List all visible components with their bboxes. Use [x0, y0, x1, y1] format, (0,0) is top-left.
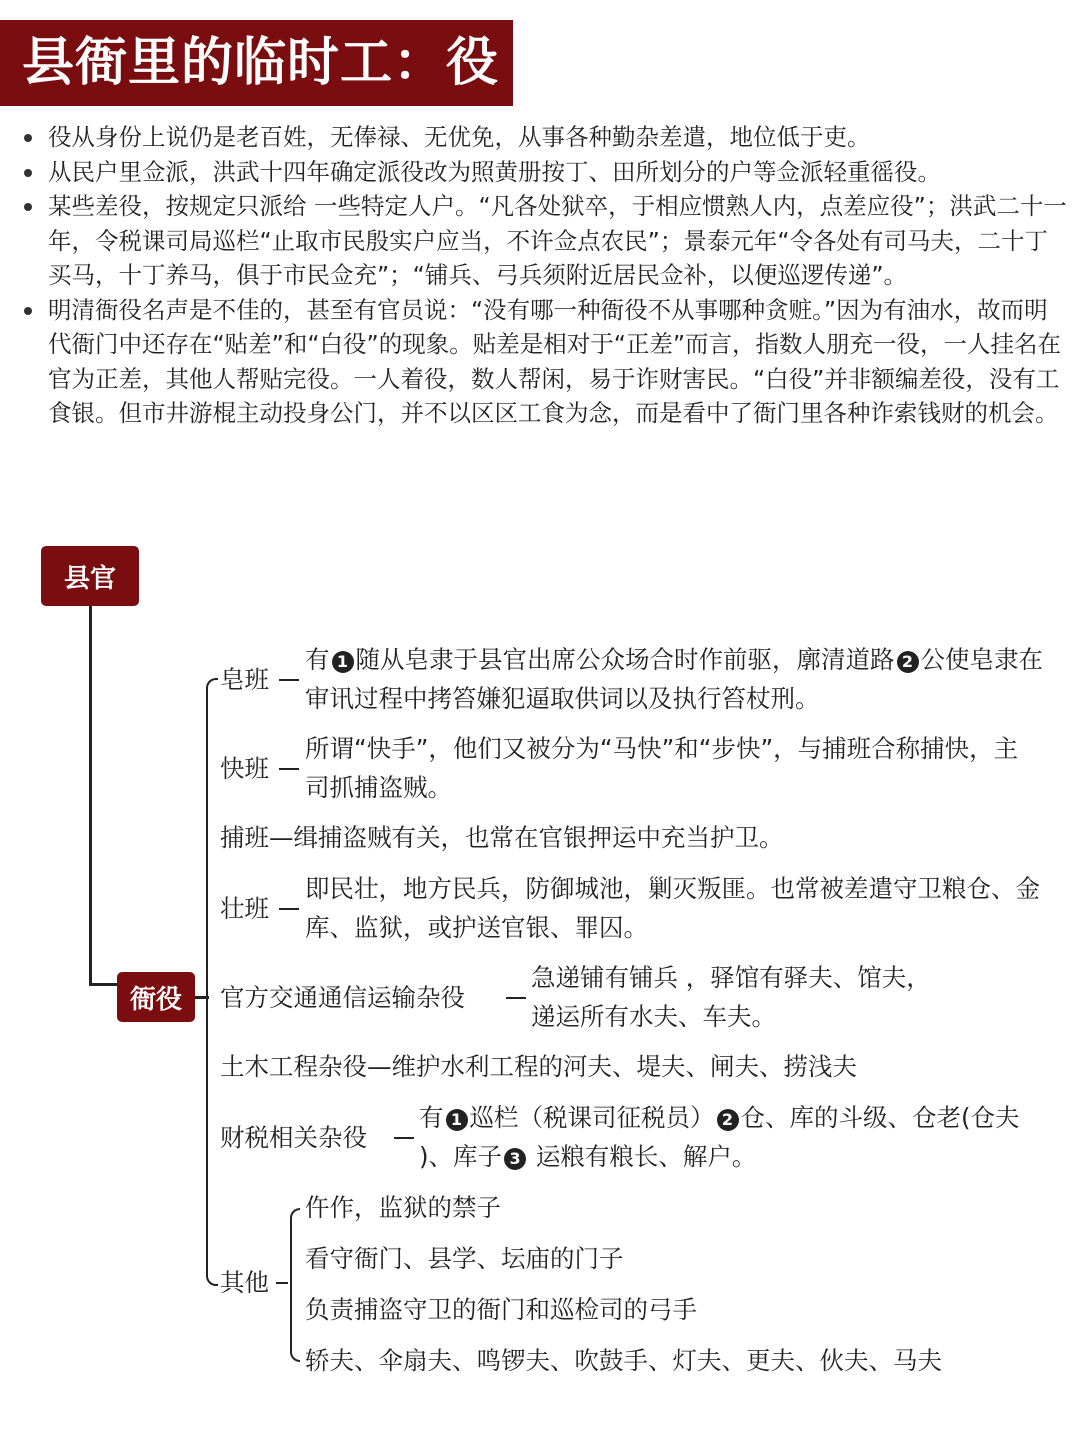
number-3-icon: 3	[504, 1148, 526, 1170]
branch-connector	[279, 768, 299, 770]
branch-label-qita: 其他	[220, 1268, 269, 1297]
root-connector-line	[89, 606, 92, 986]
sub-item: 负责捕盗守卫的衙门和巡检司的弓手	[305, 1295, 697, 1324]
branch-desc-text: 维护水利工程的河夫、堤夫、闸夫、捞浅夫	[391, 1052, 857, 1081]
branch-connector	[394, 1137, 414, 1139]
main-bracket	[206, 678, 218, 1286]
branch-desc-text: 缉捕盗贼有关，也常在官银押运中充当护卫。	[293, 823, 784, 852]
branch-desc-text: 运粮有粮长、解户。	[528, 1142, 757, 1171]
root-node: 县官	[41, 546, 139, 606]
branch-desc-text: 巡栏（税课司征税员）	[469, 1103, 715, 1132]
branch-desc-text: 随从皂隶于县官出席公众场合时作前驱，廓清道路	[355, 645, 895, 674]
branch-desc-text: 有	[419, 1103, 444, 1132]
branch-desc-text: 仓、库的斗级、仓老(仓夫 )、库子	[419, 1103, 1020, 1171]
branch-desc-zao	[305, 640, 1045, 718]
branch-connector	[506, 997, 526, 999]
branch-desc-caishui	[419, 1098, 1049, 1176]
branch-desc-text: 有	[305, 645, 330, 674]
branch-desc-kuai: 所谓“快手”，他们又被分为“马快”和“步快”，与捕班合称捕快，主司抓捕盗贼。	[305, 734, 1019, 802]
branch-connector	[279, 679, 299, 681]
number-1-icon: 1	[446, 1109, 468, 1131]
bullet-text: 役从身份上说仍是老百姓，无俸禄、无优免，从事各种勤杂差遣，地位低于吏。	[48, 123, 871, 151]
bullet-text: 从民户里佥派，洪武十四年确定派役改为照黄册按丁、田所划分的户等佥派轻重徭役。	[48, 157, 941, 186]
branch-desc-zhuang: 即民壮，地方民兵，防御城池，剿灭叛匪。也常被差遣守卫粮仓、金库、监狱，或护送官银、罪囚。	[305, 874, 1040, 942]
root-connector-line	[89, 983, 119, 986]
sub-item: 轿夫、伞扇夫、鸣锣夫、吹鼓手、灯夫、更夫、伙夫、马夫	[305, 1346, 942, 1375]
bullet-text: 明清衙役名声是不佳的，甚至有官员说：“没有哪一种衙役不从事哪种贪赃。”因为有油水，故而明代衙门中还存在“贴差”和“白役”的现象。贴差是相对于“正差”而言，指数人朋充一役，一人挂名在官为正差，其他人帮贴完役。一人着役，数人帮闲，易于诈财害民。“白役”并非额编差役，没有工食银。但市井游棍主动投身公门，并不以区区工食为念，而是看中了衙门里各种诈索钱财的机会。	[48, 295, 1062, 427]
branch-desc-jiaotong-line1: 急递铺有铺兵 ，驿馆有驿夫、馆夫，	[531, 963, 931, 992]
branch-label-text: 捕班	[220, 823, 269, 852]
branch-desc-jiaotong-line2: 递运所有水夫、车夫。	[531, 1002, 776, 1031]
sub-bracket	[290, 1208, 300, 1362]
sub-item: 仵作，监狱的禁子	[305, 1193, 501, 1222]
sub-item: 看守衙门、县学、坛庙的门子	[305, 1244, 624, 1273]
branch-label-text: 土木工程杂役	[220, 1052, 367, 1081]
branch-connector	[279, 908, 299, 910]
branch-label-bu: 捕班—缉捕盗贼有关，也常在官银押运中充当护卫。	[220, 823, 784, 852]
branch-label-kuai: 快班	[220, 754, 269, 783]
page-title: 县衙里的临时工：役	[0, 20, 513, 106]
branch-label-tumu: 土木工程杂役—维护水利工程的河夫、堤夫、闸夫、捞浅夫	[220, 1052, 857, 1081]
number-1-icon: 1	[332, 651, 354, 673]
number-2-icon: 2	[897, 651, 919, 673]
bullet-text: 某些差役，按规定只派给 一些特定人户。“凡各处狱卒，于相应惯熟人内，点差应役”；洪武二十一年，令税课司局巡栏“止取市民殷实户应当，不许佥点农民”；景泰元年“令各处有司马夫，二十丁买马，十丁养马，俱于市民佥充”；“铺兵、弓兵须附近居民佥补，以便巡逻传递”。	[48, 192, 1067, 289]
number-2-icon: 2	[717, 1109, 739, 1131]
branch-label-zao: 皂班	[220, 665, 269, 694]
branch-label-zhuang: 壮班	[220, 894, 269, 923]
child-node: 衙役	[117, 972, 195, 1022]
branch-desc-text: 公使皂隶在审讯过程中拷笞嫌犯逼取供词以及执行笞杖刑。	[305, 645, 1043, 713]
branch-connector	[276, 1282, 288, 1284]
branch-label-jiaotong: 官方交通通信运输杂役	[220, 983, 465, 1012]
branch-label-caishui: 财税相关杂役	[220, 1123, 367, 1152]
